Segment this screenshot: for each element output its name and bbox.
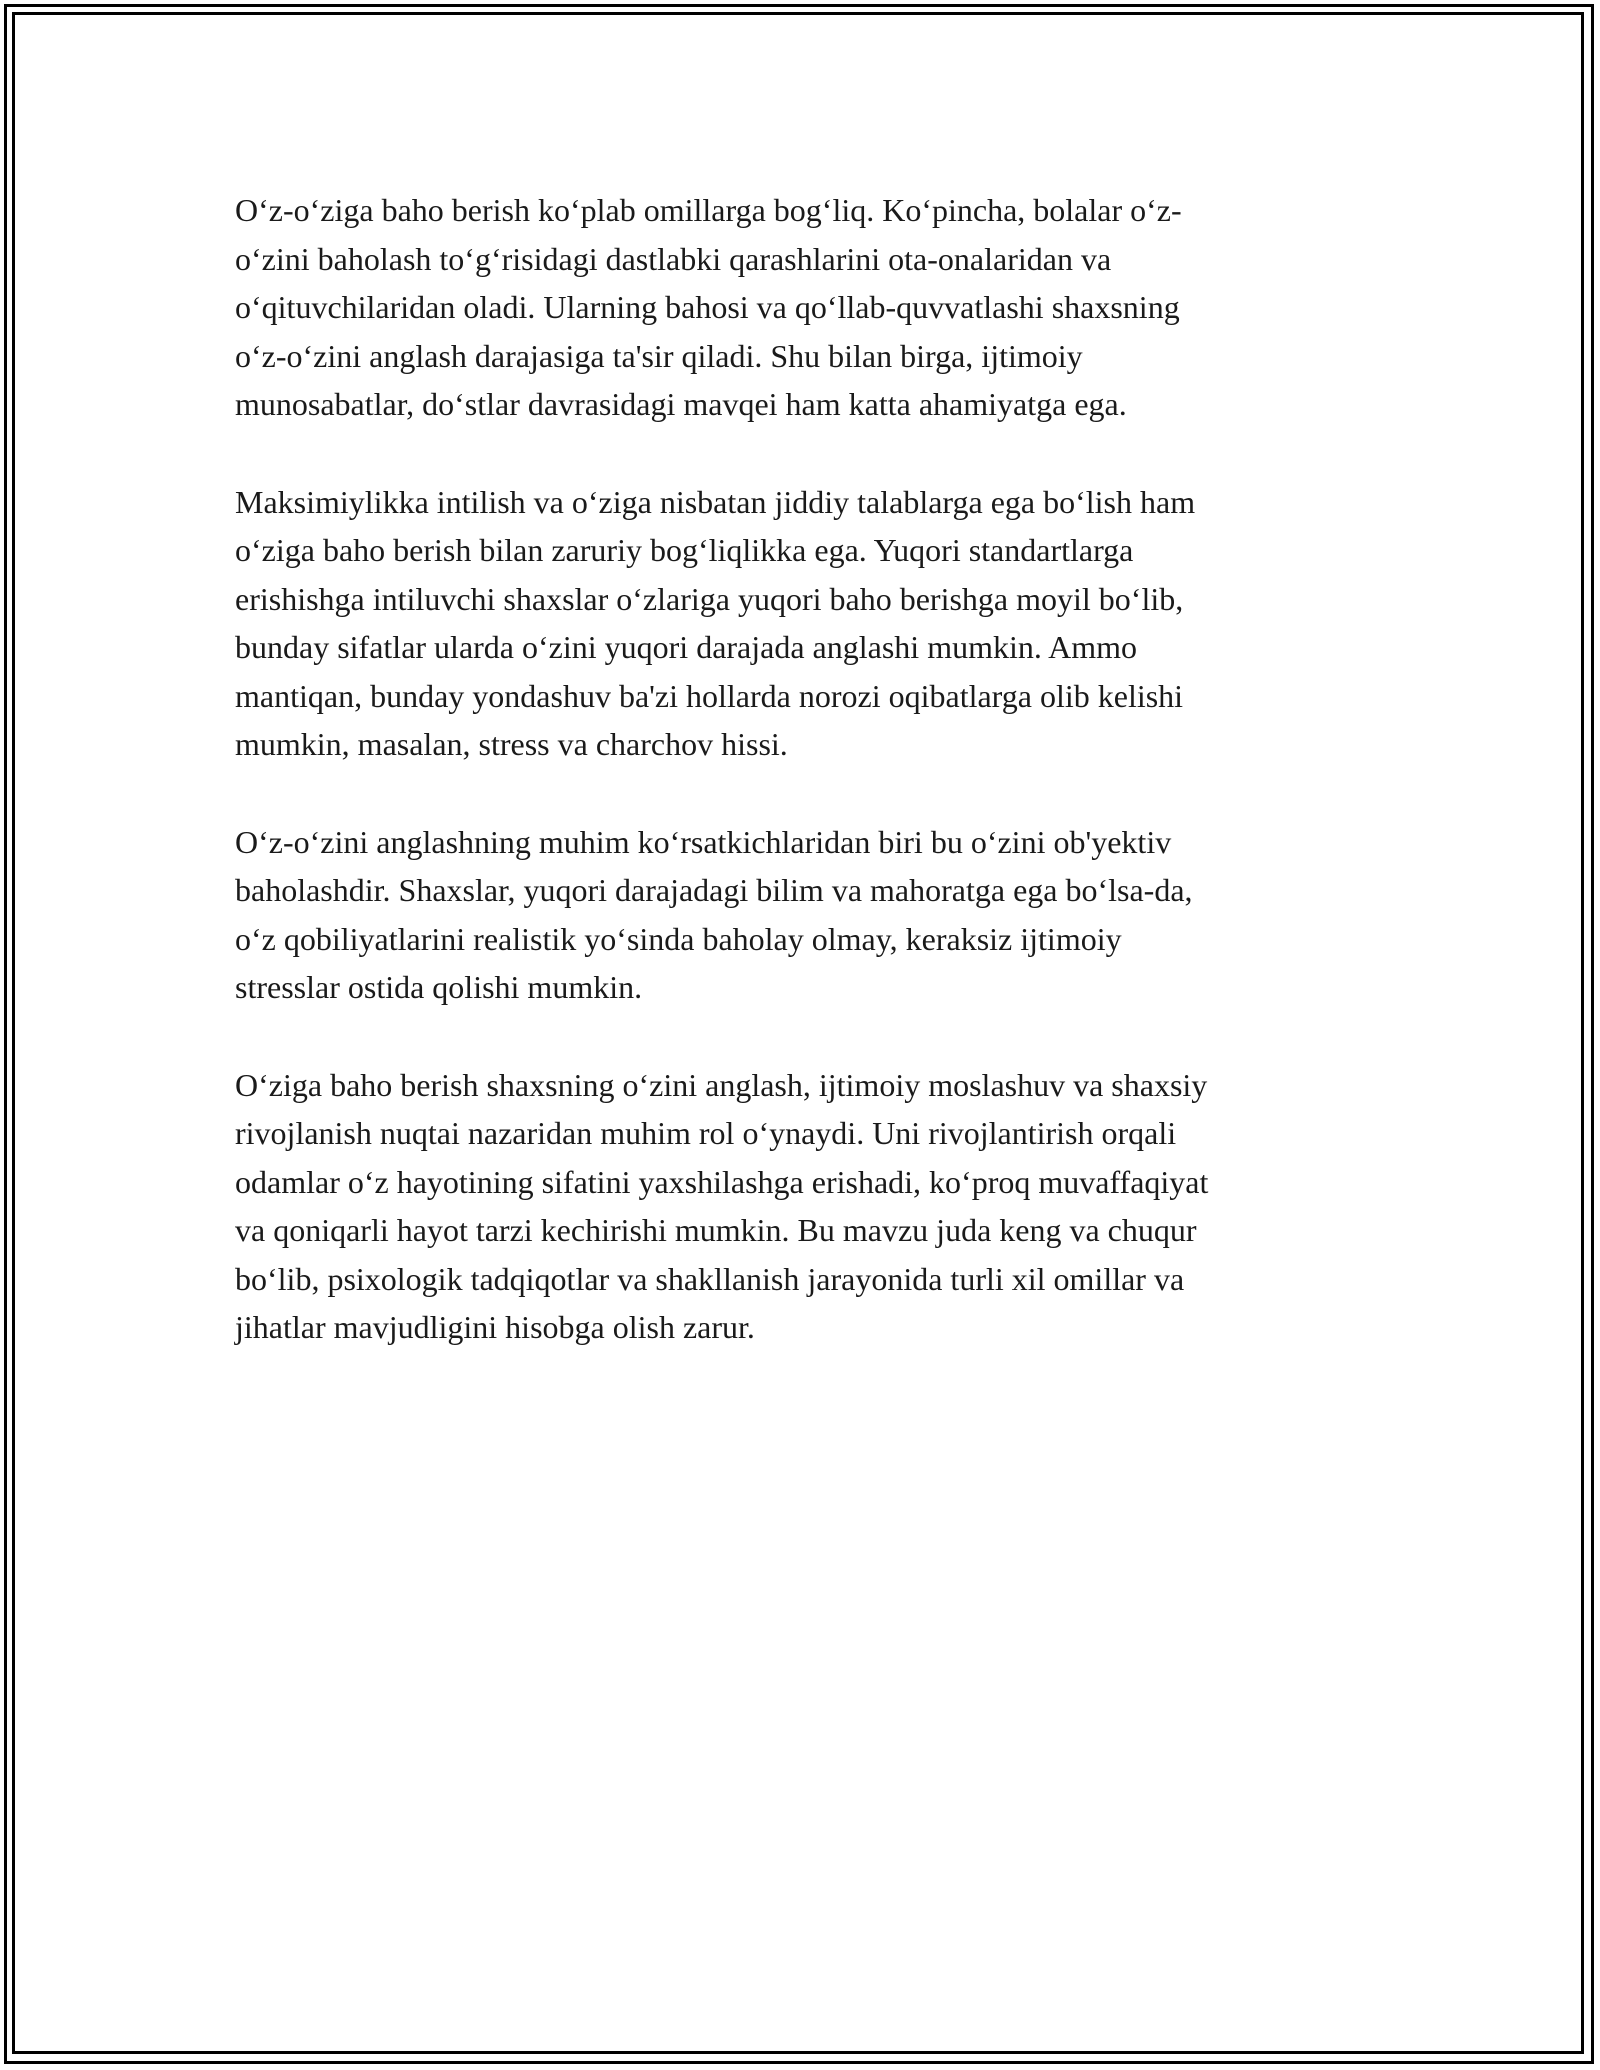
paragraph-line: munosabatlar, do‘stlar davrasidagi mavqei ham katta ahamiyatga ega. — [235, 386, 1127, 422]
paragraph-line: erishishga intiluvchi shaxslar o‘zlariga yuqori baho berishga moyil bo‘lib, — [235, 580, 1184, 617]
paragraph-line: o‘qituvchilaridan oladi. Ularning bahosi va qo‘llab-quvvatlashi shaxsning — [235, 289, 1180, 325]
paragraph-line: o‘ziga baho berish bilan zaruriy bog‘liqlikka ega. Yuqori standartlarga — [235, 532, 1134, 568]
paragraph-line: O‘ziga baho berish shaxsning o‘zini anglash, ijtimoiy moslashuv va shaxsiy — [235, 1066, 1208, 1103]
paragraph-line: o‘zini baholash to‘g‘risidagi dastlabki qarashlarini ota-onalaridan va — [235, 240, 1112, 277]
paragraph-line: rivojlanish nuqtai nazaridan muhim rol o‘ynaydi. Uni rivojlantirish orqali — [235, 1115, 1177, 1151]
paragraph-line: mantiqan, bunday yondashuv ba'zi hollarda norozi oqibatlarga olib kelishi — [235, 677, 1184, 714]
paragraph-line: stresslar ostida qolishi mumkin. — [235, 969, 643, 1005]
paragraph-line: jihatlar mavjudligini hisobga olish zarur. — [235, 1309, 755, 1345]
document-body — [235, 186, 1360, 1352]
paragraph-line: bunday sifatlar ularda o‘zini yuqori darajada anglashi mumkin. Ammo — [235, 629, 1137, 665]
paragraph-line: O‘z-o‘zini anglashning muhim ko‘rsatkichlaridan biri bu o‘zini ob'yektiv — [235, 823, 1172, 860]
paragraph-3 — [235, 818, 1360, 1012]
paragraph-1 — [235, 186, 1360, 429]
paragraph-line: o‘z qobiliyatlarini realistik yo‘sinda baholay olmay, keraksiz ijtimoiy — [235, 920, 1122, 957]
paragraph-4 — [235, 1061, 1360, 1352]
paragraph-line: va qoniqarli hayot tarzi kechirishi mumkin. Bu mavzu juda keng va chuqur — [235, 1212, 1197, 1248]
paragraph-line: mumkin, masalan, stress va charchov hissi. — [235, 726, 788, 762]
paragraph-2 — [235, 478, 1360, 769]
paragraph-line: o‘z-o‘zini anglash darajasiga ta'sir qiladi. Shu bilan birga, ijtimoiy — [235, 337, 1083, 374]
paragraph-line: O‘z-o‘ziga baho berish ko‘plab omillarga bog‘liq. Ko‘pincha, bolalar o‘z- — [235, 192, 1182, 228]
paragraph-line: odamlar o‘z hayotining sifatini yaxshilashga erishadi, ko‘proq muvaffaqiyat — [235, 1163, 1209, 1200]
paragraph-line: baholashdir. Shaxslar, yuqori darajadagi bilim va mahoratga ega bo‘lsa-da, — [235, 872, 1193, 908]
paragraph-line: Maksimiylikka intilish va o‘ziga nisbatan jiddiy talablarga ega bo‘lish ham — [235, 483, 1196, 520]
paragraph-line: bo‘lib, psixologik tadqiqotlar va shakllanish jarayonida turli xil omillar va — [235, 1260, 1185, 1297]
